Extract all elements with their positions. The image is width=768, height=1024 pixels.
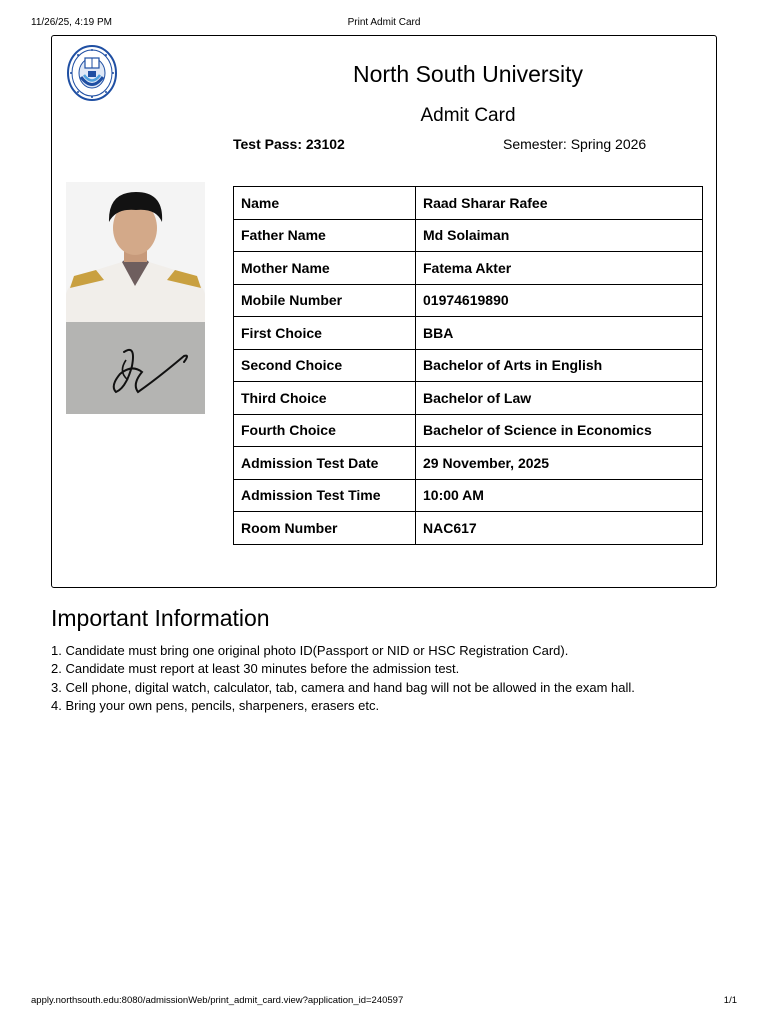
- print-header: [31, 17, 737, 31]
- info-label: Room Number: [234, 512, 416, 545]
- info-label: Name: [234, 187, 416, 220]
- semester: Semester: Spring 2026: [503, 136, 647, 152]
- info-row: [234, 187, 703, 220]
- info-label: Second Choice: [234, 349, 416, 382]
- admit-card-title: Admit Card: [420, 105, 516, 126]
- info-row: [234, 479, 703, 512]
- print-page-title: Print Admit Card: [347, 17, 421, 28]
- important-info-item: 1. Candidate must bring one original photo ID(Passport or NID or HSC Registration Card).: [51, 643, 569, 658]
- info-value: BBA: [416, 317, 703, 350]
- info-label: Father Name: [234, 219, 416, 252]
- info-row: [234, 414, 703, 447]
- info-label: Admission Test Date: [234, 447, 416, 480]
- info-label: Fourth Choice: [234, 414, 416, 447]
- info-value: Bachelor of Science in Economics: [416, 414, 703, 447]
- info-value: Raad Sharar Rafee: [416, 187, 703, 220]
- info-value: Md Solaiman: [416, 219, 703, 252]
- print-timestamp: 11/26/25, 4:19 PM: [31, 17, 112, 28]
- important-info-item: 2. Candidate must report at least 30 minutes before the admission test.: [51, 661, 460, 677]
- important-info-item: 4. Bring your own pens, pencils, sharpeners, erasers etc.: [51, 697, 380, 713]
- important-info-item: 3. Cell phone, digital watch, calculator, tab, camera and hand bag will not be allowed in the exam hall.: [51, 679, 635, 695]
- info-row: [234, 317, 703, 350]
- info-value: 29 November, 2025: [416, 447, 703, 480]
- candidate-signature: [66, 322, 205, 414]
- important-info-title: Important Information: [51, 605, 270, 631]
- info-value: Bachelor of Law: [416, 382, 703, 415]
- info-row: [234, 252, 703, 285]
- admit-card: [51, 35, 717, 588]
- info-label: Admission Test Time: [234, 479, 416, 512]
- info-row: [234, 349, 703, 382]
- info-value: Fatema Akter: [416, 252, 703, 285]
- info-row: [234, 284, 703, 317]
- page-url: apply.northsouth.edu:8080/admissionWeb/print_admit_card.view?application_id=240597: [31, 995, 404, 1006]
- candidate-info-table: [233, 186, 703, 545]
- info-label: Mobile Number: [234, 284, 416, 317]
- info-label: Third Choice: [234, 382, 416, 415]
- print-footer: [31, 995, 737, 1009]
- info-row: [234, 447, 703, 480]
- important-info-list: [51, 642, 635, 715]
- info-value: NAC617: [416, 512, 703, 545]
- info-value: Bachelor of Arts in English: [416, 349, 703, 382]
- info-row: [234, 512, 703, 545]
- info-label: Mother Name: [234, 252, 416, 285]
- info-label: First Choice: [234, 317, 416, 350]
- test-pass: Test Pass: 23102: [233, 136, 345, 152]
- info-row: [234, 382, 703, 415]
- candidate-photo: [66, 182, 205, 322]
- info-value: 01974619890: [416, 284, 703, 317]
- university-seal-icon: [66, 44, 118, 102]
- university-name: North South University: [352, 61, 584, 87]
- info-row: [234, 219, 703, 252]
- page-number: 1/1: [723, 995, 737, 1006]
- info-value: 10:00 AM: [416, 479, 703, 512]
